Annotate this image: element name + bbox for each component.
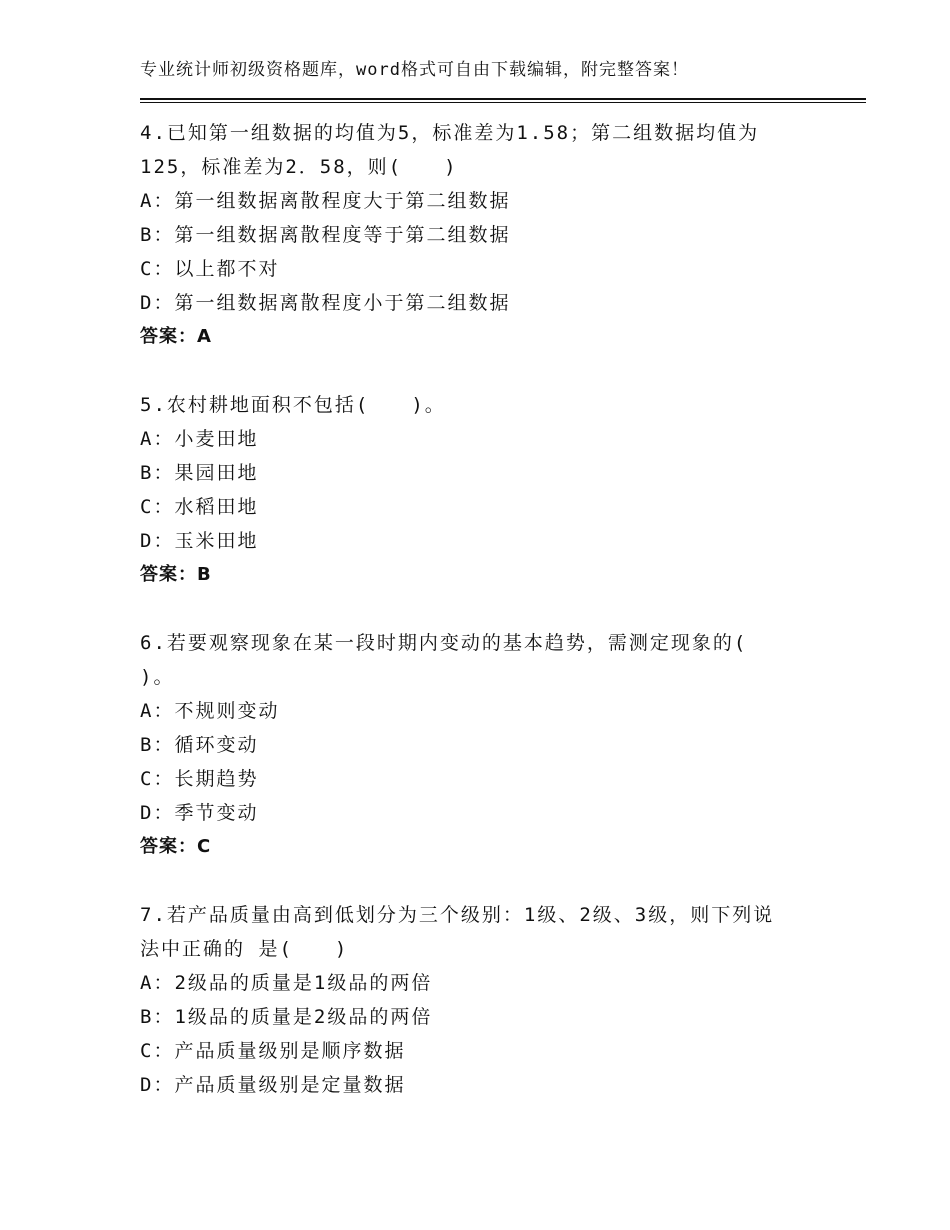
question-6 [140, 626, 840, 864]
option-a: A：第一组数据离散程度大于第二组数据 [140, 190, 511, 212]
header-rule-thick [140, 98, 866, 100]
option-b: B：1级品的质量是2级品的两倍 [140, 1006, 433, 1028]
answer-label: 答案：A [140, 326, 212, 347]
header-rule-thin [140, 102, 866, 103]
question-stem: 6.若要观察现象在某一段时期内变动的基本趋势，需测定现象的( [140, 632, 748, 654]
option-c: C：以上都不对 [140, 258, 280, 280]
option-d: D：玉米田地 [140, 530, 259, 552]
option-c: C：长期趋势 [140, 768, 259, 790]
option-b: B：第一组数据离散程度等于第二组数据 [140, 224, 511, 246]
answer-label: 答案：C [140, 836, 212, 857]
option-d: D：产品质量级别是定量数据 [140, 1074, 406, 1096]
question-4 [140, 116, 840, 354]
option-a: A：2级品的质量是1级品的两倍 [140, 972, 433, 994]
option-a: A：不规则变动 [140, 700, 280, 722]
question-7 [140, 898, 840, 1102]
question-list [140, 116, 840, 1136]
option-b: B：循环变动 [140, 734, 259, 756]
option-a: A：小麦田地 [140, 428, 259, 450]
question-stem: 法中正确的 是( ) [140, 938, 349, 960]
option-b: B：果园田地 [140, 462, 259, 484]
question-stem: 5.农村耕地面积不包括( )。 [140, 394, 446, 416]
question-stem: )。 [140, 666, 175, 688]
option-c: C：水稻田地 [140, 496, 259, 518]
option-d: D：第一组数据离散程度小于第二组数据 [140, 292, 511, 314]
page-header: 专业统计师初级资格题库，word格式可自由下载编辑，附完整答案！ [140, 60, 689, 80]
question-stem: 125，标准差为2．58，则( ) [140, 156, 458, 178]
option-c: C：产品质量级别是顺序数据 [140, 1040, 406, 1062]
question-stem: 7.若产品质量由高到低划分为三个级别：1级、2级、3级，则下列说 [140, 904, 775, 926]
question-5 [140, 388, 840, 592]
option-d: D：季节变动 [140, 802, 259, 824]
answer-label: 答案：B [140, 564, 212, 585]
question-stem: 4.已知第一组数据的均值为5，标准差为1.58；第二组数据均值为 [140, 122, 760, 144]
